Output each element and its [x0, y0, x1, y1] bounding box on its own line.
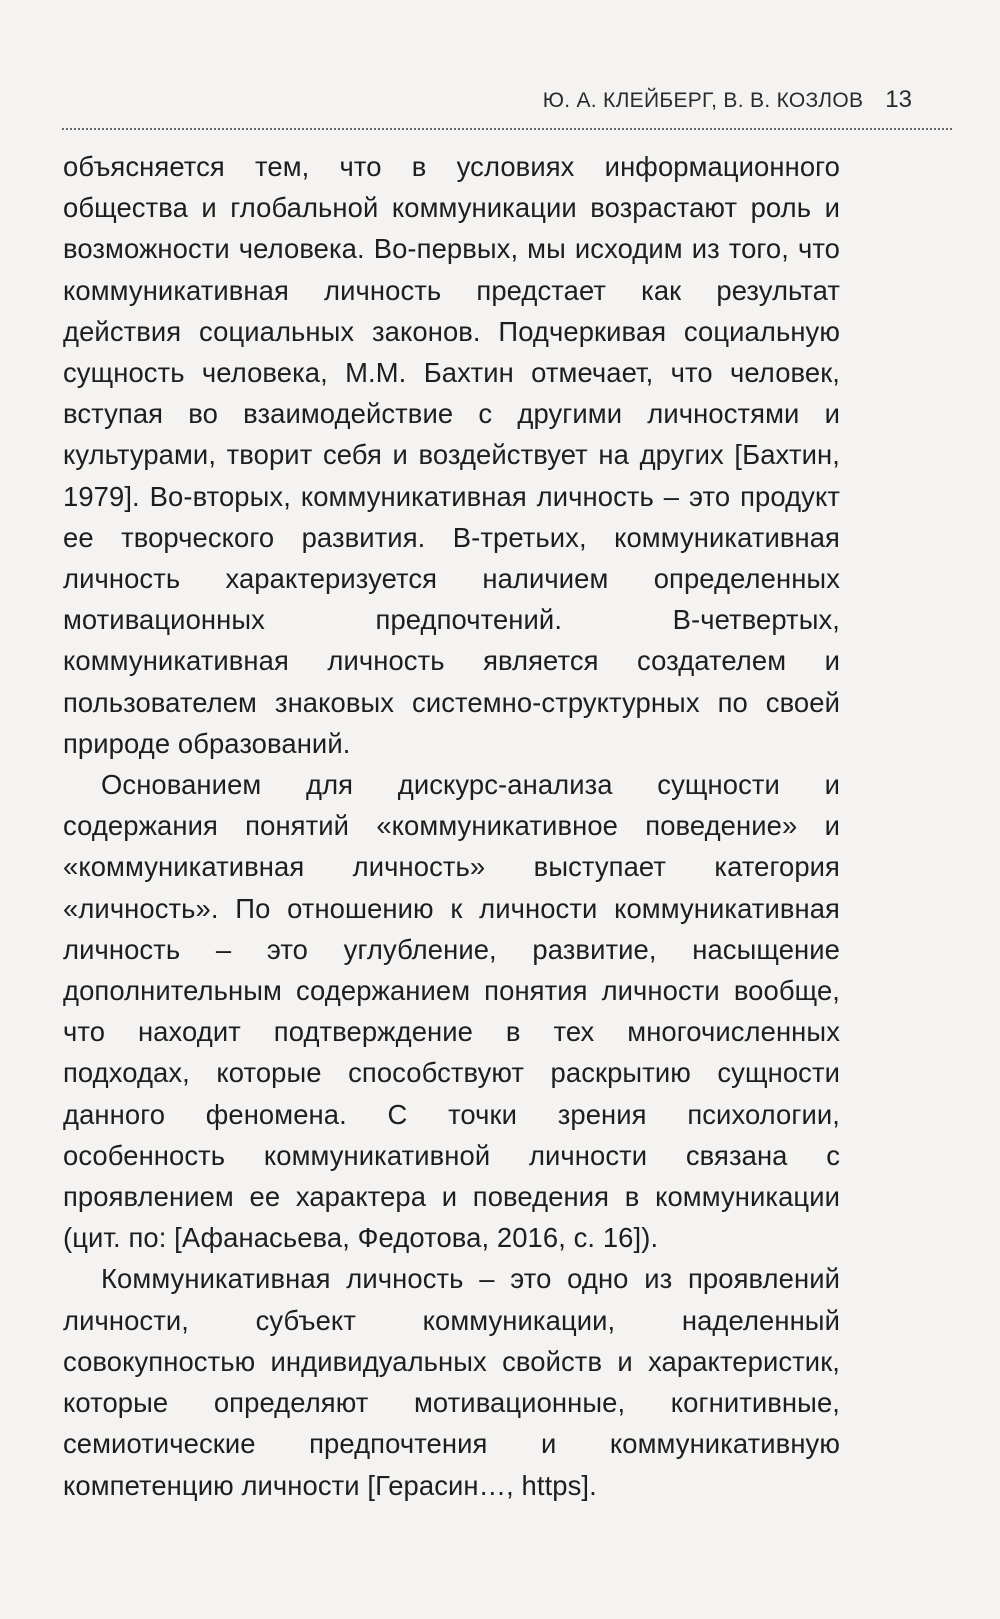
running-head	[62, 86, 912, 120]
page-number: 13	[885, 86, 912, 113]
paragraph-2: Основанием для дискурс-анализа сущности и содержания понятий «коммуникативное поведение» и «коммуникативная личность» выступает категория «личность». По отношению к личности коммуникативная личность – это углубление, развитие, насыщение дополнительным содержанием понятия личности вообще, что находит подтверждение в тех многочисленных подходах, которые способствуют раскрытию сущности данного феномена. С точки зрения психологии, особенность коммуникативной личности связана с проявлением ее характера и поведения в коммуникации (цит. по: [Афанасьева, Федотова, 2016, с. 16]).	[63, 769, 840, 1254]
running-head-authors: Ю. А. КЛЕЙБЕРГ, В. В. КОЗЛОВ	[542, 89, 864, 112]
paragraph-1: объясняется тем, что в условиях информационного общества и глобальной коммуникации возрастают роль и возможности человека. Во-первых, мы исходим из того, что коммуникативная личность предстает как результат действия социальных законов. Подчеркивая социальную сущность человека, М.М. Бахтин отмечает, что человек, вступая во взаимодействие с другими личностями и культурами, творит себя и воздействует на других [Бахтин, 1979]. Во-вторых, коммуникативная личность – это продукт ее творческого развития. В-третьих, коммуникативная личность характеризуется наличием определенных мотивационных предпочтений. В-четвертых, коммуникативная личность является создателем и пользователем знаковых системно-структурных по своей природе образований.	[63, 151, 840, 759]
paragraph-3: Коммуникативная личность – это одно из проявлений личности, субъект коммуникации, наделенный совокупностью индивидуальных свойств и характеристик, которые определяют мотивационные, когнитивные, семиотические предпочтения и коммуникативную компетенцию личности [Герасин…, https].	[63, 1263, 840, 1501]
header-dotted-rule	[62, 128, 952, 130]
body-text	[63, 146, 840, 1506]
